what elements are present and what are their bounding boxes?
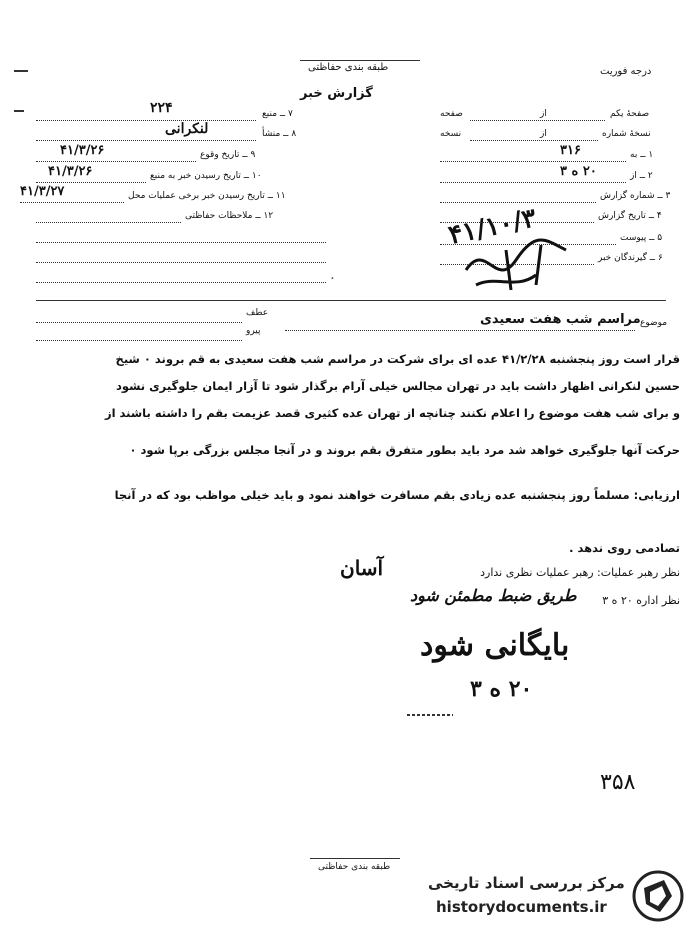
archive-stamp-number: ۲۰ ه ۳ (470, 676, 533, 702)
notes-line-4 (36, 282, 326, 283)
field-ops-date-label: ۱۱ ــ تاریخ رسیدن خبر برخی عملیات محل (128, 191, 286, 201)
field-page-mid: از (540, 109, 547, 119)
archive-stamp: بایگانی شود (420, 628, 570, 663)
subject-rule (36, 300, 666, 301)
field-to-line (440, 161, 626, 162)
field-to-label: ۱ ــ به (630, 150, 654, 160)
watermark-url: historydocuments.ir (436, 898, 607, 916)
field-source-date-label: ۱۰ ــ تاریخ رسیدن خبر به منبع (150, 171, 262, 181)
field-attachment-label: ۵ ــ پیوست (620, 233, 663, 243)
field-page-line (470, 120, 605, 121)
field-event-date-line (36, 161, 196, 162)
ref-line-top (36, 322, 242, 323)
field-source-line (36, 120, 256, 121)
page-title: گزارش خبر (300, 86, 373, 101)
assessment-line: تصادمی روی ندهد . (569, 541, 680, 555)
header-classification: طبقه بندی حفاظتی (308, 62, 389, 73)
ref-label-top: عطف (246, 308, 269, 318)
body-line: قرار است روز پنجشنبه ۴۱/۲/۲۸ عده ای برای شرکت در مراسم شب هفت سعیدی به قم بروند ۰ شیخ (115, 352, 680, 366)
field-event-date-value: ۴۱/۳/۲۶ (60, 143, 105, 158)
footer-classification: طبقه بندی حفاظتی (318, 862, 391, 872)
field-report-no-line (440, 202, 596, 203)
opinion-label: نظر رهبر عملیات: رهبر عملیات نظری ندارد (480, 566, 680, 579)
field-source-date-line (36, 182, 146, 183)
field-page-label: صفحهٔ یکم (610, 109, 650, 119)
handwritten-date: ۴۱/۱۰/۳ (445, 203, 539, 251)
header-classification-line (300, 60, 420, 61)
field-page-end: صفحه (440, 109, 463, 119)
body-line: و برای شب هفت موضوع را اعلام نکنند چنانچه از تهران عده کثیری قصد عزیمت بقم را داشته باشند از (104, 406, 680, 420)
watermark-name: مرکز بررسی اسناد تاریخی (428, 874, 625, 892)
stamp-underline (405, 710, 455, 720)
field-from-value: ۲۰ ه ۳ (560, 164, 597, 179)
page-number: ۳۵۸ (600, 770, 636, 795)
field-ops-date-line (20, 202, 124, 203)
ref-line-bottom (36, 340, 242, 341)
field-event-date-label: ۹ ــ تاریخ وقوع (200, 150, 256, 160)
field-to-value: ۳۱۶ (560, 143, 581, 158)
section-opinion-label: نظر اداره ۲۰ ه ۳ (602, 594, 680, 607)
field-ops-date-value: ۴۱/۳/۲۷ (20, 184, 65, 199)
assessment-line: ارزیابی: مسلماً روز پنجشنبه عده زیادی بقم مسافرت خواهند نمود و باید خیلی مواظب بود که در آنجا (114, 488, 680, 502)
field-from-label: ۲ ــ از (630, 171, 653, 181)
field-origin-value: لنکرانی (165, 121, 209, 137)
field-security-notes-line (36, 222, 181, 223)
priority-label: درجه فوریت (600, 66, 652, 77)
field-recipients-label: ۶ ــ گیرندگان خبر (598, 253, 663, 263)
body-line: حسین لنکرانی اظهار داشت باید در تهران مجالس خیلی آرام برگذار شود تا آزار ایمان جلوگیری نشود (115, 379, 680, 393)
notes-line-3 (36, 262, 326, 263)
ref-label-bottom: پیرو (246, 326, 261, 336)
field-copy-label: نسخهٔ شماره (602, 129, 651, 139)
corner-mark (14, 70, 28, 72)
field-from-line (440, 182, 626, 183)
notes-line-2 (36, 242, 326, 243)
field-security-notes-label: ۱۲ ــ ملاحظات حفاظتی (185, 211, 274, 221)
opinion-handwritten: آسان (340, 556, 384, 580)
field-copy-mid: از (540, 129, 547, 139)
field-origin-label: ۸ ــ منشأ (262, 129, 297, 139)
field-source-value: ۲۲۴ (150, 100, 173, 116)
field-source-label: ۷ ــ منبع (262, 109, 293, 119)
subject-text: مراسم شب هفت سعیدی (480, 312, 641, 327)
subject-line (285, 330, 635, 331)
field-source-date-value: ۴۱/۳/۲۶ (48, 164, 93, 179)
section-opinion-handwritten: طریق ضبط مطمئن شود (410, 586, 577, 605)
corner-mark (14, 110, 24, 112)
field-report-date-label: ۴ ــ تاریخ گزارش (598, 211, 662, 221)
field-report-no-label: ۳ ــ شماره گزارش (600, 191, 671, 201)
subject-label: موضوع (640, 318, 668, 328)
field-copy-line (470, 140, 598, 141)
footer-line (310, 858, 400, 859)
signature-scribble (456, 230, 576, 300)
watermark-logo (630, 868, 686, 924)
body-line: حرکت آنها جلوگیری خواهد شد مرد باید بطور متفرق بقم بروند و در آنجا مجلس بزرگی برپا شود ۰ (129, 443, 680, 457)
field-copy-end: نسخه (440, 129, 462, 139)
field-origin-line (36, 140, 256, 141)
